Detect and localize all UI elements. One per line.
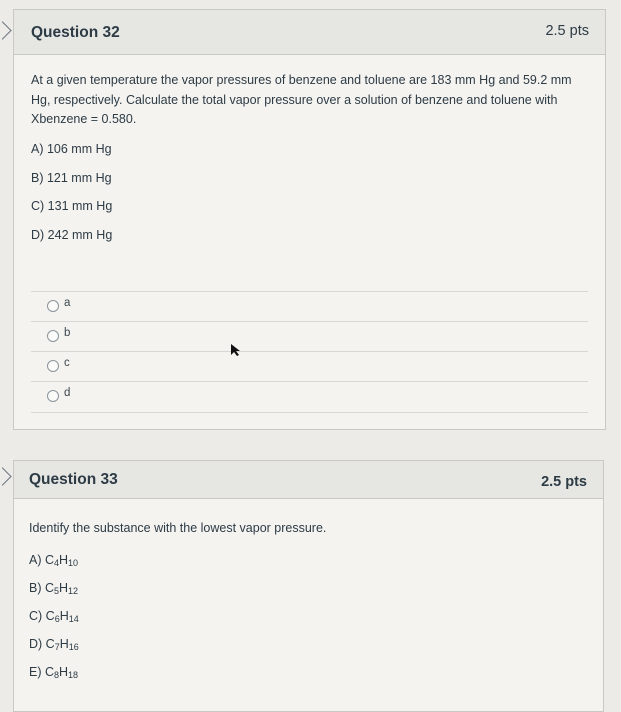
radio-icon[interactable]: [47, 300, 59, 312]
choice-d-sub1: 7: [54, 642, 60, 652]
radio-icon[interactable]: [47, 330, 59, 342]
choice-b: B) 121 mm Hg: [31, 171, 112, 185]
radio-icon[interactable]: [47, 360, 59, 372]
question-33-card: [13, 460, 604, 712]
answer-option-d[interactable]: [31, 381, 588, 413]
choice-d-mid: H: [59, 637, 69, 651]
mouse-pointer-icon: [230, 343, 242, 357]
choice-d: [29, 637, 79, 652]
answer-option-c[interactable]: [31, 351, 588, 382]
question-32-text: At a given temperature the vapor pressures of benzene and toluene are 183 mm Hg and 59.2 mm Hg, respectively. Calculate the total vapor pressure over a solution of benzene and toluene with Xbenzene = 0.580.: [31, 73, 572, 126]
answer-label-a: a: [64, 297, 71, 309]
choice-a: [29, 553, 78, 568]
choice-c: C) 131 mm Hg: [31, 199, 113, 213]
choice-e-sub1: 8: [54, 670, 60, 680]
choice-a-sub1: 4: [54, 558, 60, 568]
choice-a-mid: H: [59, 553, 69, 567]
answer-label-c: c: [64, 357, 70, 369]
choice-c-mid: H: [59, 609, 69, 623]
answer-label-b: b: [64, 327, 71, 339]
choice-d: D) 242 mm Hg: [31, 228, 113, 242]
choice-b-mid: H: [59, 581, 69, 595]
question-32-card: [13, 9, 606, 430]
choice-d-prefix: D) C: [29, 637, 55, 651]
choice-b: [29, 581, 78, 596]
answer-label-d: d: [64, 387, 71, 399]
radio-icon[interactable]: [47, 390, 59, 402]
choice-c-prefix: C) C: [29, 609, 55, 623]
choice-c-sub2: 14: [68, 614, 79, 624]
question-32-title: Question 32: [31, 24, 120, 41]
answer-option-a[interactable]: [31, 291, 588, 322]
question-33-header: [14, 461, 603, 499]
question-33-title: Question 33: [29, 471, 118, 488]
choice-c-sub1: 6: [54, 614, 60, 624]
choice-d-sub2: 16: [68, 642, 79, 652]
question-marker-icon: [0, 21, 12, 39]
choice-a: A) 106 mm Hg: [31, 142, 112, 156]
choice-e-prefix: E) C: [29, 665, 54, 679]
question-32-header: [14, 10, 605, 55]
answer-option-b[interactable]: [31, 321, 588, 352]
choice-a-prefix: A) C: [29, 553, 54, 567]
choice-b-sub2: 12: [68, 586, 79, 596]
choice-a-sub2: 10: [68, 558, 79, 568]
choice-c: [29, 609, 79, 624]
question-32-points: 2.5 pts: [545, 23, 589, 39]
question-33-text: Identify the substance with the lowest vapor pressure.: [29, 521, 327, 535]
choice-e-mid: H: [59, 665, 69, 679]
choice-b-prefix: B) C: [29, 581, 54, 595]
choice-e: [29, 665, 78, 680]
choice-b-sub1: 5: [54, 586, 60, 596]
question-33-points: 2.5 pts: [541, 474, 587, 490]
question-marker-icon: [0, 467, 12, 485]
choice-e-sub2: 18: [68, 670, 79, 680]
